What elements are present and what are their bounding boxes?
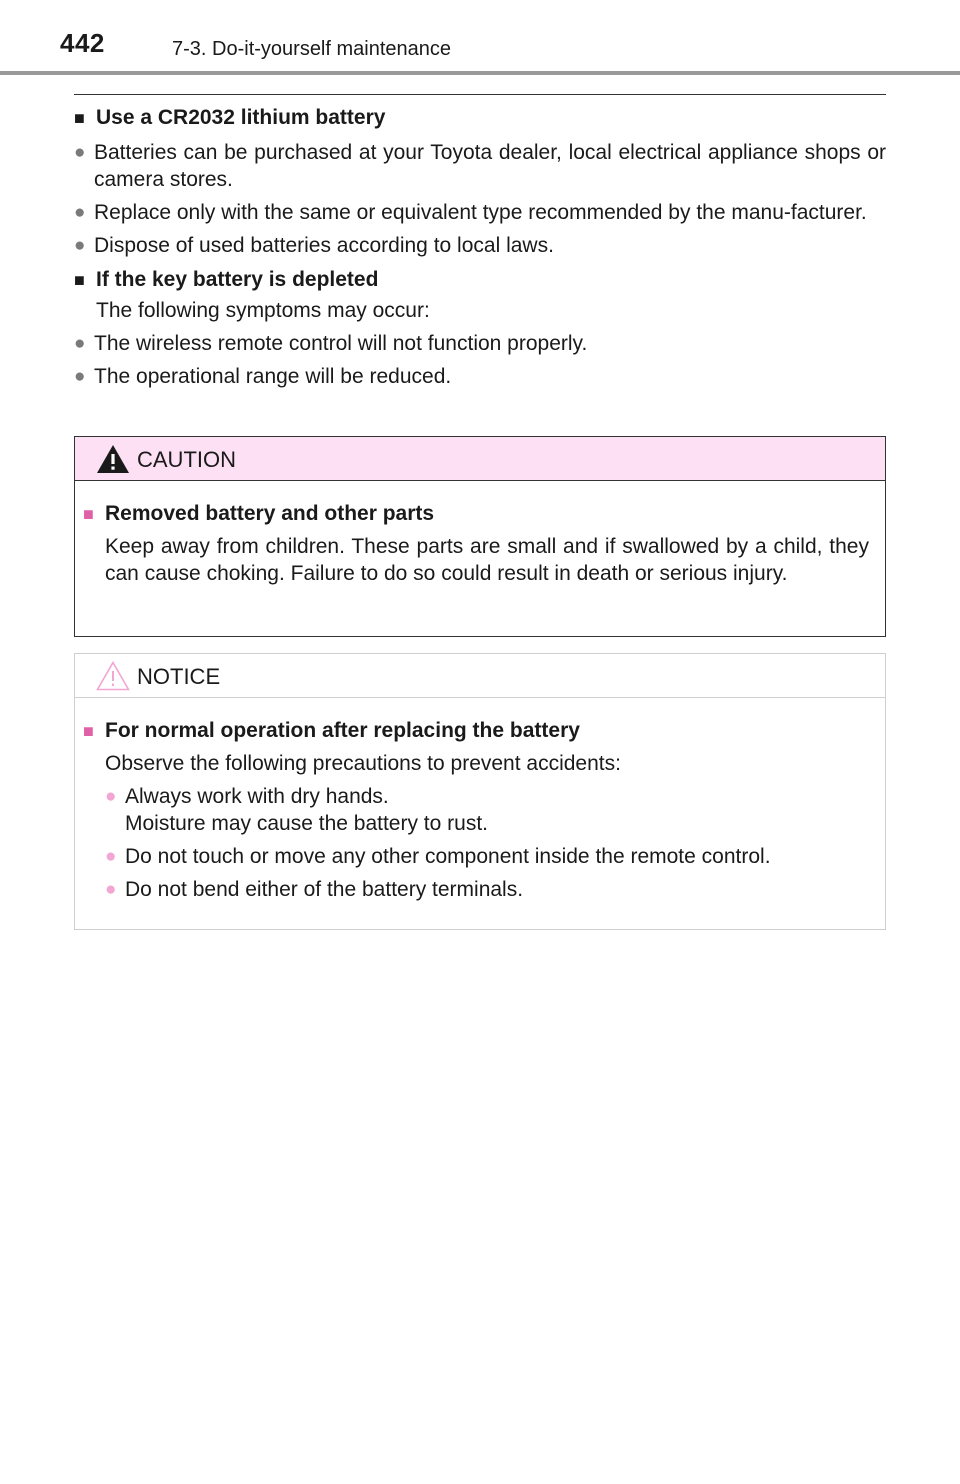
notice-label: NOTICE: [137, 664, 221, 689]
caution-text: Keep away from children. These parts are small and if swallowed by a child, they can cause choking. Failure to do so could result in death or serious injury.: [105, 535, 869, 585]
section-heading: If the key battery is depleted: [96, 268, 379, 291]
square-bullet-icon: ■: [74, 108, 85, 128]
circle-bullet-icon: ●: [74, 235, 86, 256]
notice-heading: For normal operation after replacing the battery: [105, 719, 580, 742]
circle-bullet-icon: ●: [105, 846, 117, 867]
circle-bullet-icon: ●: [105, 879, 117, 900]
section-title: 7-3. Do-it-yourself maintenance: [172, 38, 452, 60]
caution-box: [74, 436, 886, 637]
list-item: ● Do not bend either of the battery terminals.: [105, 878, 524, 901]
circle-bullet-icon: ●: [105, 786, 117, 807]
notice-icon: [95, 660, 131, 692]
warning-icon: [95, 443, 131, 475]
notice-header: [75, 654, 885, 698]
circle-bullet-icon: ●: [74, 142, 86, 163]
list-item: ● Always work with dry hands. Moisture may cause the battery to rust.: [105, 785, 488, 835]
page-number: 442: [60, 28, 105, 58]
section-intro: The following symptoms may occur:: [96, 299, 430, 322]
caution-label: CAUTION: [137, 447, 236, 472]
main-content: [74, 94, 886, 390]
notice-box: [74, 653, 886, 930]
header-divider: [0, 71, 960, 75]
list-item: ● The operational range will be reduced.: [74, 365, 452, 388]
circle-bullet-icon: ●: [74, 202, 86, 223]
section-battery-depleted: [74, 265, 886, 390]
caution-heading: Removed battery and other parts: [105, 502, 435, 525]
square-bullet-icon: ■: [83, 721, 94, 741]
notice-intro: Observe the following precautions to prevent accidents:: [105, 752, 621, 775]
list-item: ● Do not touch or move any other component inside the remote control.: [105, 845, 771, 868]
list-item: ● Batteries can be purchased at your Toyota dealer, local electrical appliance shops or camera stores.: [74, 141, 886, 191]
list-item: ● Dispose of used batteries according to local laws.: [74, 234, 554, 257]
caution-header: [75, 437, 885, 481]
list-item: ● Replace only with the same or equivalent type recommended by the manu-facturer.: [74, 201, 867, 224]
square-bullet-icon: ■: [83, 504, 94, 524]
section-battery-type: [74, 103, 886, 259]
circle-bullet-icon: ●: [74, 366, 86, 387]
page-header: [0, 0, 960, 76]
section-heading: Use a CR2032 lithium battery: [96, 106, 386, 129]
content-divider: [74, 94, 886, 95]
circle-bullet-icon: ●: [74, 333, 86, 354]
list-item: ● The wireless remote control will not function properly.: [74, 332, 588, 355]
square-bullet-icon: ■: [74, 270, 85, 290]
